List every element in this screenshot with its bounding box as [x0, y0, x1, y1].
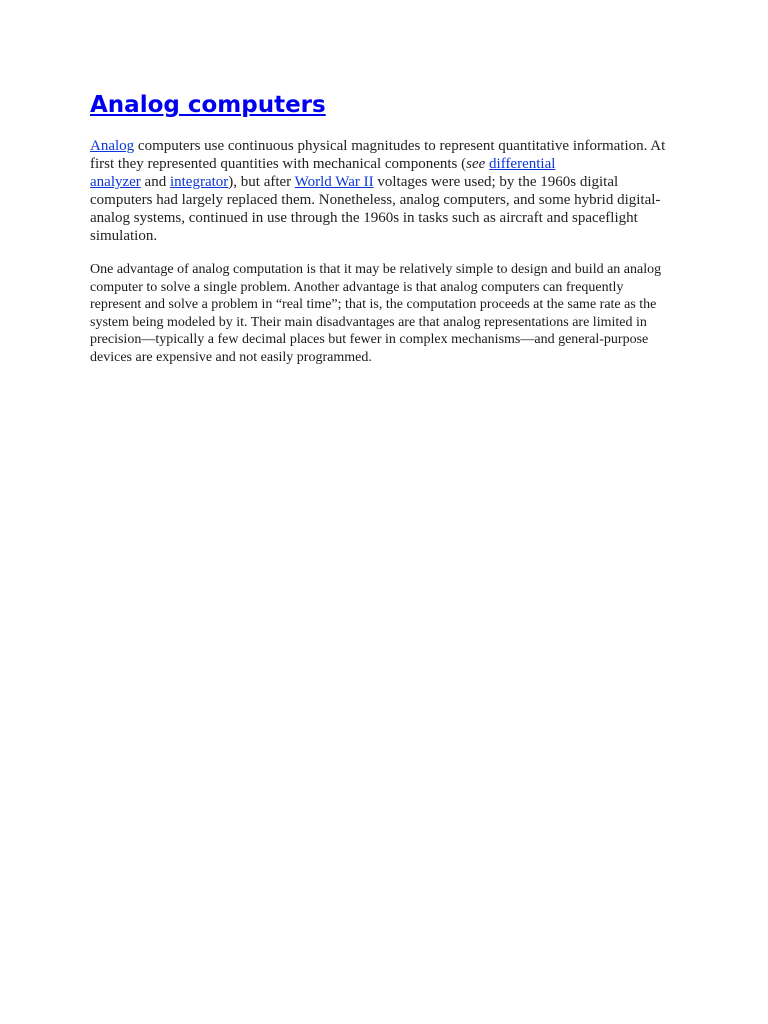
analog-link[interactable]: Analog: [90, 138, 135, 154]
see-text: see: [466, 156, 486, 172]
page-title: [90, 88, 676, 122]
paragraph-text: computers use continuous physical magnitudes to represent quantitative information. At first they represented quantities with mechanical components (: [90, 138, 666, 172]
title-link[interactable]: Analog computers: [90, 92, 326, 118]
advantages-paragraph: One advantage of analog computation is that it may be relatively simple to design and build an analog computer to solve a single problem. Another advantage is that analog computers can frequently represent and solve a problem in “real time”; that is, the computation proceeds at the same rate as the system being modeled by it. Their main disadvantages are that analog representations are limited in precision—typically a few decimal places but fewer in complex mechanisms—and general-purpose devices are expensive and not easily programmed.: [90, 262, 662, 365]
paragraph-text: ), but after: [228, 174, 295, 190]
intro-paragraph: [90, 137, 676, 245]
paragraph-text: voltages were used; by the 1960s digital computers had largely replaced them. Nonetheless, analog computers, and some hybrid digital-analog systems, continued in use through the 1960s in tasks such as aircraft and spaceflight simulation.: [90, 174, 661, 244]
world-war-ii-link[interactable]: World War II: [294, 174, 374, 190]
article-content: [90, 88, 676, 367]
link-text: analyzer: [90, 174, 141, 190]
link-text: differential: [489, 156, 556, 172]
integrator-link[interactable]: integrator: [169, 174, 229, 190]
paragraph-text: and: [140, 174, 170, 190]
